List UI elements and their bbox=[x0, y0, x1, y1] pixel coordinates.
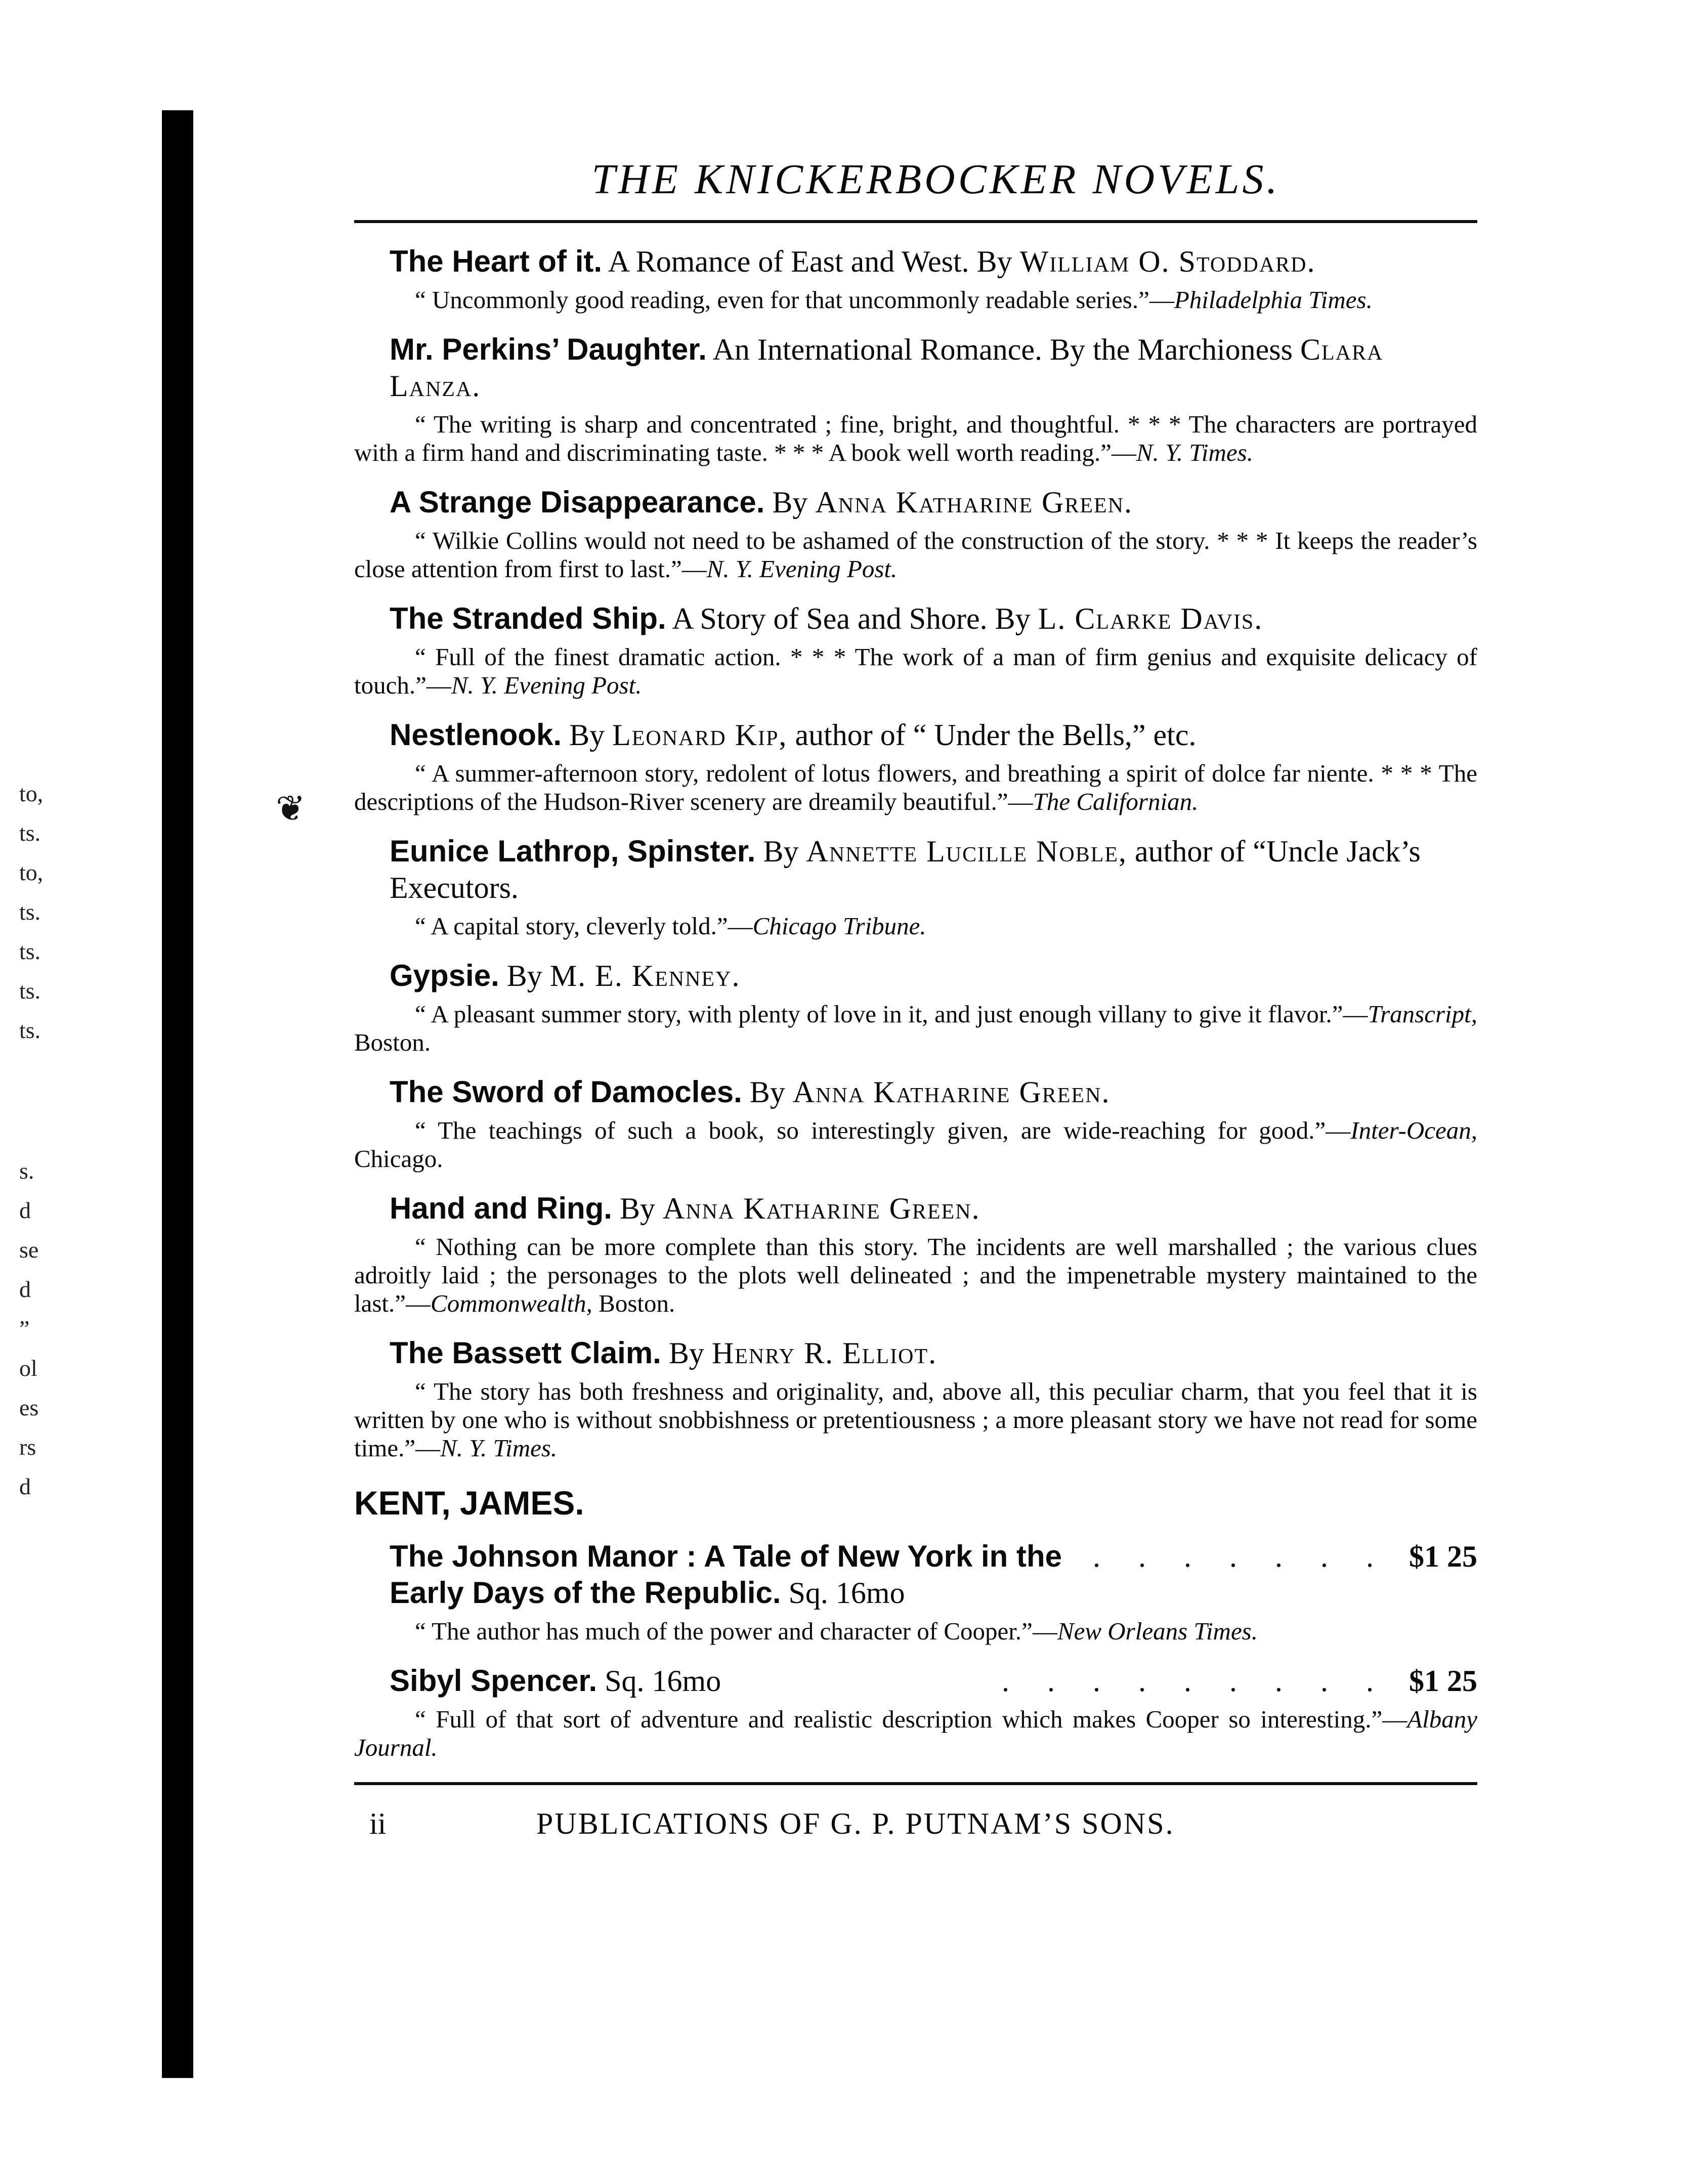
review-source-place: Boston. bbox=[354, 1028, 431, 1056]
margin-fragment: to, bbox=[19, 859, 44, 885]
author-name: Anna Katharine Green. bbox=[792, 1075, 1111, 1109]
entry-description: An International Romance. By the Marchioness bbox=[706, 333, 1300, 366]
entry-heading-line bbox=[354, 1190, 1477, 1227]
press-review bbox=[354, 759, 1477, 816]
press-review bbox=[354, 1617, 1477, 1646]
review-quote: “ Full of the finest dramatic action. * * * The work of a man of firm genius and exquisite delicacy of touch.”— bbox=[354, 643, 1477, 699]
review-source: Philadelphia Times. bbox=[1174, 286, 1373, 314]
entry-heading-line bbox=[354, 600, 1477, 637]
entry-description: By bbox=[562, 718, 613, 752]
novel-entry bbox=[354, 484, 1477, 583]
book-price-line bbox=[354, 1663, 1477, 1699]
dot-leaders: . . . . . . . . . bbox=[1002, 1664, 1389, 1698]
book-title: The Stranded Ship. bbox=[390, 601, 666, 635]
entry-description: A Story of Sea and Shore. By bbox=[666, 602, 1038, 635]
entry-heading-line bbox=[354, 958, 1477, 994]
book-title: Hand and Ring. bbox=[390, 1191, 612, 1225]
novel-entry bbox=[354, 1190, 1477, 1318]
entry-heading-line bbox=[354, 243, 1477, 280]
review-quote: “ The story has both freshness and originality, and, above all, this peculiar charm, that you feel that it is written by one who is without snobbishness or pretentiousness ; a more pleasant story we have not read for some time.”— bbox=[354, 1377, 1477, 1462]
review-source: Commonwealth, bbox=[431, 1289, 592, 1317]
review-source: Transcript, bbox=[1368, 1000, 1477, 1028]
footer-rule bbox=[354, 1782, 1477, 1785]
press-review bbox=[354, 643, 1477, 700]
author-name: Leonard Kip, bbox=[612, 718, 788, 752]
review-quote: “ A pleasant summer story, with plenty of love in it, and just enough villany to give it flavor.”— bbox=[415, 1000, 1368, 1028]
page-number: ii bbox=[369, 1807, 387, 1840]
margin-fragment: ts. bbox=[19, 820, 41, 846]
entry-heading-line bbox=[354, 833, 1477, 906]
novel-entry bbox=[354, 833, 1477, 940]
novel-entry bbox=[354, 243, 1477, 314]
author-name: Clara Lanza. bbox=[390, 333, 1384, 403]
entry-description: By bbox=[661, 1336, 712, 1370]
binding-shadow bbox=[162, 110, 193, 2078]
press-review bbox=[354, 286, 1477, 314]
book-format: Sq. 16mo bbox=[597, 1664, 721, 1698]
entry-heading-line bbox=[354, 717, 1477, 753]
entry-description: A Romance of East and West. By bbox=[602, 245, 1020, 278]
review-quote: “ Uncommonly good reading, even for that uncommonly readable series.”— bbox=[415, 286, 1174, 314]
adjacent-page-fragments bbox=[19, 774, 95, 1506]
priced-book-entry bbox=[354, 1538, 1477, 1646]
novel-entry bbox=[354, 331, 1477, 467]
review-source: The Californian. bbox=[1033, 788, 1199, 815]
author-name: Annette Lucille Noble, bbox=[806, 835, 1128, 868]
margin-fragment: ts. bbox=[19, 899, 41, 925]
author-name: M. E. Kenney. bbox=[549, 959, 741, 992]
novel-entry bbox=[354, 1335, 1477, 1462]
book-price-line bbox=[354, 1538, 1477, 1611]
review-quote: “ Full of that sort of adventure and realistic description which makes Cooper so interesting.”— bbox=[415, 1705, 1407, 1733]
entry-heading-line bbox=[354, 484, 1477, 521]
margin-fragment: ts. bbox=[19, 1017, 41, 1043]
margin-fragment: ts. bbox=[19, 978, 41, 1004]
author-heading: KENT, JAMES. bbox=[354, 1484, 584, 1522]
priced-book-entry bbox=[354, 1663, 1477, 1762]
publisher-imprint: PUBLICATIONS OF G. P. PUTNAM’S SONS. bbox=[536, 1807, 1175, 1840]
press-review bbox=[354, 410, 1477, 467]
review-quote: “ The teachings of such a book, so interestingly given, are wide-reaching for good.”— bbox=[415, 1116, 1351, 1144]
review-quote: “ Nothing can be more complete than this story. The incidents are well marshalled ; the various clues adroitly laid ; the personages to the plots well delineated ; and the impenetrable mystery maintained to the last.”— bbox=[354, 1233, 1477, 1317]
book-title: The Johnson Manor : A Tale of New York in the Early Days of the Republic. bbox=[390, 1539, 1062, 1610]
entry-description: By bbox=[499, 959, 550, 992]
margin-gap bbox=[19, 1050, 95, 1151]
novel-list bbox=[354, 243, 1477, 1462]
press-review bbox=[354, 1233, 1477, 1318]
entry-description-tail: author of “ Under the Bells,” etc. bbox=[787, 718, 1197, 752]
margin-fragment: es bbox=[19, 1395, 39, 1420]
author-name: Henry R. Elliot. bbox=[711, 1336, 937, 1370]
review-source-place: Boston. bbox=[592, 1289, 675, 1317]
book-title: Nestlenook. bbox=[390, 718, 562, 752]
author-name: Anna Katharine Green. bbox=[815, 486, 1133, 519]
book-title: The Heart of it. bbox=[390, 244, 603, 278]
author-book-list bbox=[354, 1538, 1477, 1762]
review-quote: “ The writing is sharp and concentrated ; fine, bright, and thoughtful. * * * The characters are portrayed with a firm hand and discriminating taste. * * * A book well worth reading.”— bbox=[354, 410, 1477, 466]
dot-leaders: . . . . . . . bbox=[1093, 1540, 1389, 1573]
press-review bbox=[354, 1705, 1477, 1762]
review-source: Albany Journal. bbox=[354, 1705, 1477, 1761]
book-title-group bbox=[390, 1538, 1093, 1611]
book-price: $1 25 bbox=[1409, 1664, 1477, 1698]
book-price: $1 25 bbox=[1409, 1540, 1477, 1573]
margin-fragment: rs bbox=[19, 1434, 36, 1460]
margin-fragment: ol bbox=[19, 1355, 37, 1381]
printer-ornament-icon: ❦ bbox=[276, 790, 306, 829]
review-quote: “ A capital story, cleverly told.”— bbox=[415, 912, 753, 940]
page-footer bbox=[354, 1805, 1477, 1842]
review-source-place: Chicago. bbox=[354, 1145, 443, 1173]
book-title: Gypsie. bbox=[390, 959, 499, 992]
press-review bbox=[354, 1377, 1477, 1462]
review-quote: “ Wilkie Collins would not need to be ashamed of the construction of the story. * * * It keeps the reader’s close attention from first to last.”— bbox=[354, 527, 1477, 583]
book-title: The Sword of Damocles. bbox=[390, 1075, 742, 1109]
entry-description-tail: author of “Uncle Jack’s Executors. bbox=[390, 835, 1421, 904]
margin-fragment: to, bbox=[19, 781, 44, 806]
entry-heading-line bbox=[354, 1335, 1477, 1371]
header-rule bbox=[354, 220, 1477, 223]
margin-fragment: ts. bbox=[19, 938, 41, 964]
review-quote: “ The author has much of the power and character of Cooper.”— bbox=[415, 1617, 1057, 1645]
novel-entry bbox=[354, 600, 1477, 700]
book-title-group bbox=[390, 1663, 721, 1699]
entry-heading-line bbox=[354, 331, 1477, 404]
review-source: Inter-Ocean, bbox=[1350, 1116, 1477, 1144]
book-title: The Bassett Claim. bbox=[390, 1336, 661, 1370]
entry-description: By bbox=[612, 1192, 663, 1225]
review-source: Chicago Tribune. bbox=[752, 912, 926, 940]
press-review bbox=[354, 1116, 1477, 1173]
margin-fragment: d bbox=[19, 1197, 31, 1223]
entry-description: By bbox=[742, 1075, 793, 1109]
novel-entry bbox=[354, 958, 1477, 1057]
review-source: N. Y. Times. bbox=[1136, 439, 1253, 466]
margin-fragment: s. bbox=[19, 1158, 34, 1184]
author-name: Anna Katharine Green. bbox=[663, 1192, 980, 1225]
page-content bbox=[354, 152, 1477, 1842]
author-name: L. Clarke Davis. bbox=[1038, 602, 1263, 635]
review-source: N. Y. Times. bbox=[440, 1434, 558, 1462]
margin-fragment: ” bbox=[19, 1316, 30, 1341]
book-format: Sq. 16mo bbox=[781, 1576, 905, 1610]
author-name: William O. Stoddard. bbox=[1019, 245, 1316, 278]
press-review bbox=[354, 527, 1477, 583]
press-review bbox=[354, 1000, 1477, 1057]
page-header-title: THE KNICKERBOCKER NOVELS. bbox=[591, 156, 1280, 203]
review-source: N. Y. Evening Post. bbox=[706, 555, 898, 583]
margin-fragment: se bbox=[19, 1237, 39, 1263]
book-title: Sibyl Spencer. bbox=[390, 1664, 597, 1698]
review-source: New Orleans Times. bbox=[1057, 1617, 1258, 1645]
review-quote: “ A summer-afternoon story, redolent of lotus flowers, and breathing a spirit of dolce far niente. * * * The descriptions of the Hudson-River scenery are dreamily beautiful.”— bbox=[354, 759, 1477, 815]
review-source: N. Y. Evening Post. bbox=[451, 671, 642, 699]
press-review bbox=[354, 912, 1477, 940]
entry-heading-line bbox=[354, 1074, 1477, 1110]
entry-description: By bbox=[764, 486, 816, 519]
novel-entry bbox=[354, 717, 1477, 816]
book-title: Mr. Perkins’ Daughter. bbox=[390, 332, 707, 366]
entry-description: By bbox=[755, 835, 806, 868]
book-title: A Strange Disappearance. bbox=[390, 485, 765, 519]
novel-entry bbox=[354, 1074, 1477, 1173]
margin-fragment: d bbox=[19, 1474, 31, 1499]
margin-fragment: d bbox=[19, 1276, 31, 1302]
book-title: Eunice Lathrop, Spinster. bbox=[390, 834, 756, 868]
